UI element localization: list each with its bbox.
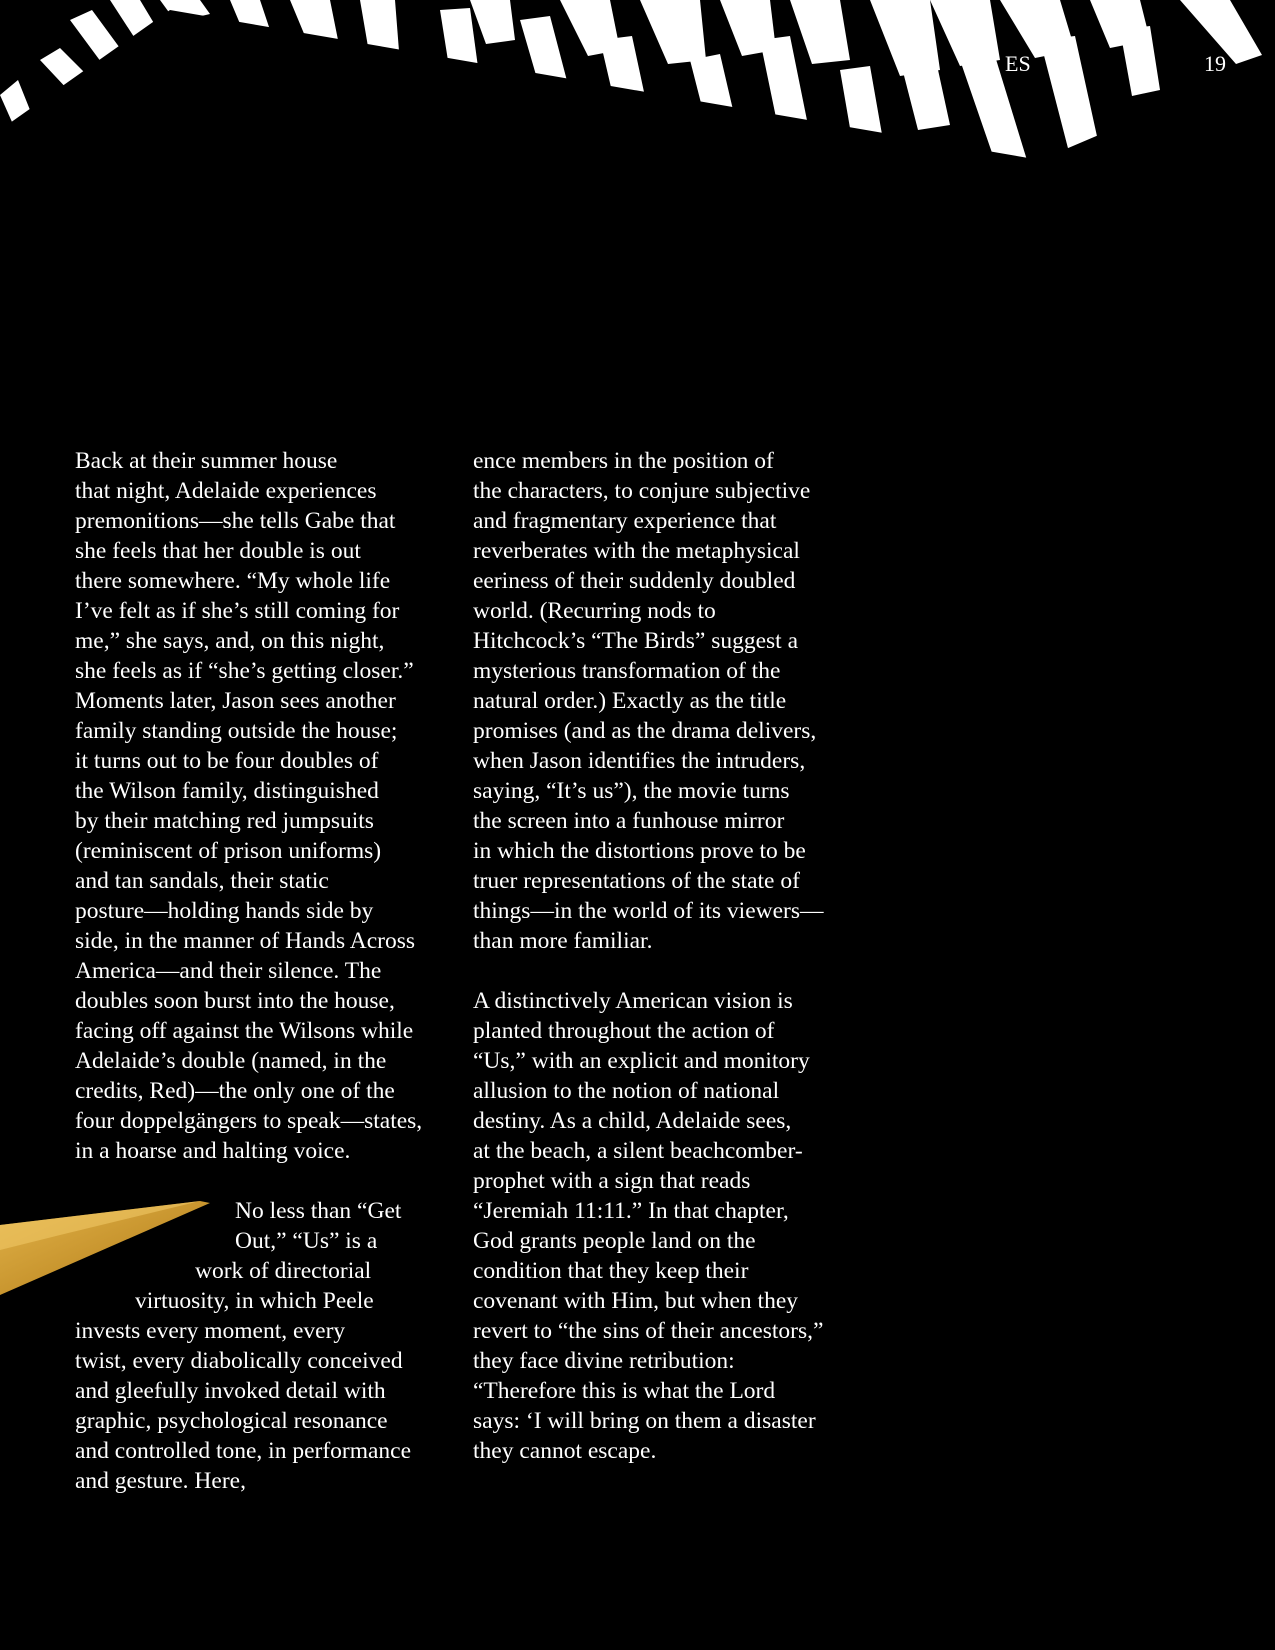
text-line: by their matching red jumpsuits (75, 808, 374, 834)
text-line: (reminiscent of prison uniforms) (75, 838, 382, 864)
text-line: in which the distortions prove to be (473, 838, 806, 864)
text-line: virtuosity, in which Peele (135, 1288, 374, 1314)
text-line: natural order.) Exactly as the title (473, 688, 787, 714)
left-paragraph-1 (75, 446, 447, 1166)
text-line: destiny. As a child, Adelaide sees, (473, 1108, 792, 1134)
text-line: side, in the manner of Hands Across (75, 928, 416, 954)
text-line: work of directorial (195, 1258, 372, 1284)
text-line: Back at their summer house (75, 448, 338, 474)
text-line: mysterious transformation of the (473, 658, 781, 684)
right-column (473, 446, 858, 1466)
text-line: she feels as if “she’s getting closer.” (75, 658, 414, 684)
text-line: Hitchcock’s “The Birds” suggest a (473, 628, 798, 654)
text-line: posture—holding hands side by (75, 898, 374, 924)
text-line: revert to “the sins of their ancestors,” (473, 1318, 824, 1344)
text-line: covenant with Him, but when they (473, 1288, 799, 1314)
text-line: facing off against the Wilsons while (75, 1018, 414, 1044)
text-line: Adelaide’s double (named, in the (75, 1048, 387, 1074)
text-line: Moments later, Jason sees another (75, 688, 396, 714)
text-line: America—and their silence. The (75, 958, 382, 984)
text-line: graphic, psychological resonance (75, 1408, 388, 1434)
text-line: and tan sandals, their static (75, 868, 329, 894)
text-line: planted throughout the action of (473, 1018, 775, 1044)
text-line: A distinctively American vision is (473, 988, 793, 1014)
text-line: promises (and as the drama delivers, (473, 718, 817, 744)
text-line: there somewhere. “My whole life (75, 568, 391, 594)
text-line: and gesture. Here, (75, 1468, 246, 1494)
text-line: God grants people land on the (473, 1228, 756, 1254)
text-line: things—in the world of its viewers— (473, 898, 824, 924)
text-line: Out,” “Us” is a (235, 1228, 378, 1254)
text-line: doubles soon burst into the house, (75, 988, 395, 1014)
text-line: and fragmentary experience that (473, 508, 777, 534)
text-line: No less than “Get (235, 1198, 402, 1224)
text-line: truer representations of the state of (473, 868, 800, 894)
paragraph-gap (473, 956, 858, 986)
text-line: saying, “It’s us”), the movie turns (473, 778, 790, 804)
text-line: at the beach, a silent beachcomber- (473, 1138, 803, 1164)
text-line: than more familiar. (473, 928, 653, 954)
text-line: premonitions—she tells Gabe that (75, 508, 396, 534)
text-line: “Jeremiah 11:11.” In that chapter, (473, 1198, 789, 1224)
text-line: she feels that her double is out (75, 538, 361, 564)
text-line: allusion to the notion of national (473, 1078, 780, 1104)
text-line: the Wilson family, distinguished (75, 778, 379, 804)
text-line: I’ve felt as if she’s still coming for (75, 598, 400, 624)
text-line: family standing outside the house; (75, 718, 398, 744)
text-line: twist, every diabolically conceived (75, 1348, 403, 1374)
page-number: 19 (1204, 51, 1226, 76)
text-line: condition that they keep their (473, 1258, 749, 1284)
text-line: “Therefore this is what the Lord (473, 1378, 776, 1404)
left-column (75, 446, 447, 1496)
paragraph-gap (75, 1166, 447, 1196)
right-paragraph-2 (473, 986, 858, 1466)
text-line: they face divine retribution: (473, 1348, 735, 1374)
text-line: invests every moment, every (75, 1318, 346, 1344)
text-line: world. (Recurring nods to (473, 598, 716, 624)
text-line: in a hoarse and halting voice. (75, 1138, 351, 1164)
text-line: ence members in the position of (473, 448, 774, 474)
text-line: credits, Red)—the only one of the (75, 1078, 395, 1104)
text-line: says: ‘I will bring on them a disaster (473, 1408, 816, 1434)
text-line: eeriness of their suddenly doubled (473, 568, 796, 594)
right-paragraph-1 (473, 446, 858, 956)
text-line: the characters, to conjure subjective (473, 478, 811, 504)
text-line: and controlled tone, in performance (75, 1438, 412, 1464)
text-line: when Jason identifies the intruders, (473, 748, 806, 774)
text-line: reverberates with the metaphysical (473, 538, 800, 564)
text-line: prophet with a sign that reads (473, 1168, 751, 1194)
left-paragraph-2 (75, 1196, 447, 1496)
white-hands-holding-figures-icon (0, 0, 1275, 200)
text-line: me,” she says, and, on this night, (75, 628, 385, 654)
running-head-section: ES (1005, 51, 1031, 76)
text-line: “Us,” with an explicit and monitory (473, 1048, 810, 1074)
text-line: that night, Adelaide experiences (75, 478, 377, 504)
text-line: they cannot escape. (473, 1438, 657, 1464)
text-line: it turns out to be four doubles of (75, 748, 379, 774)
text-line: the screen into a funhouse mirror (473, 808, 785, 834)
text-line: four doppelgängers to speak—states, (75, 1108, 423, 1134)
text-line: and gleefully invoked detail with (75, 1378, 386, 1404)
